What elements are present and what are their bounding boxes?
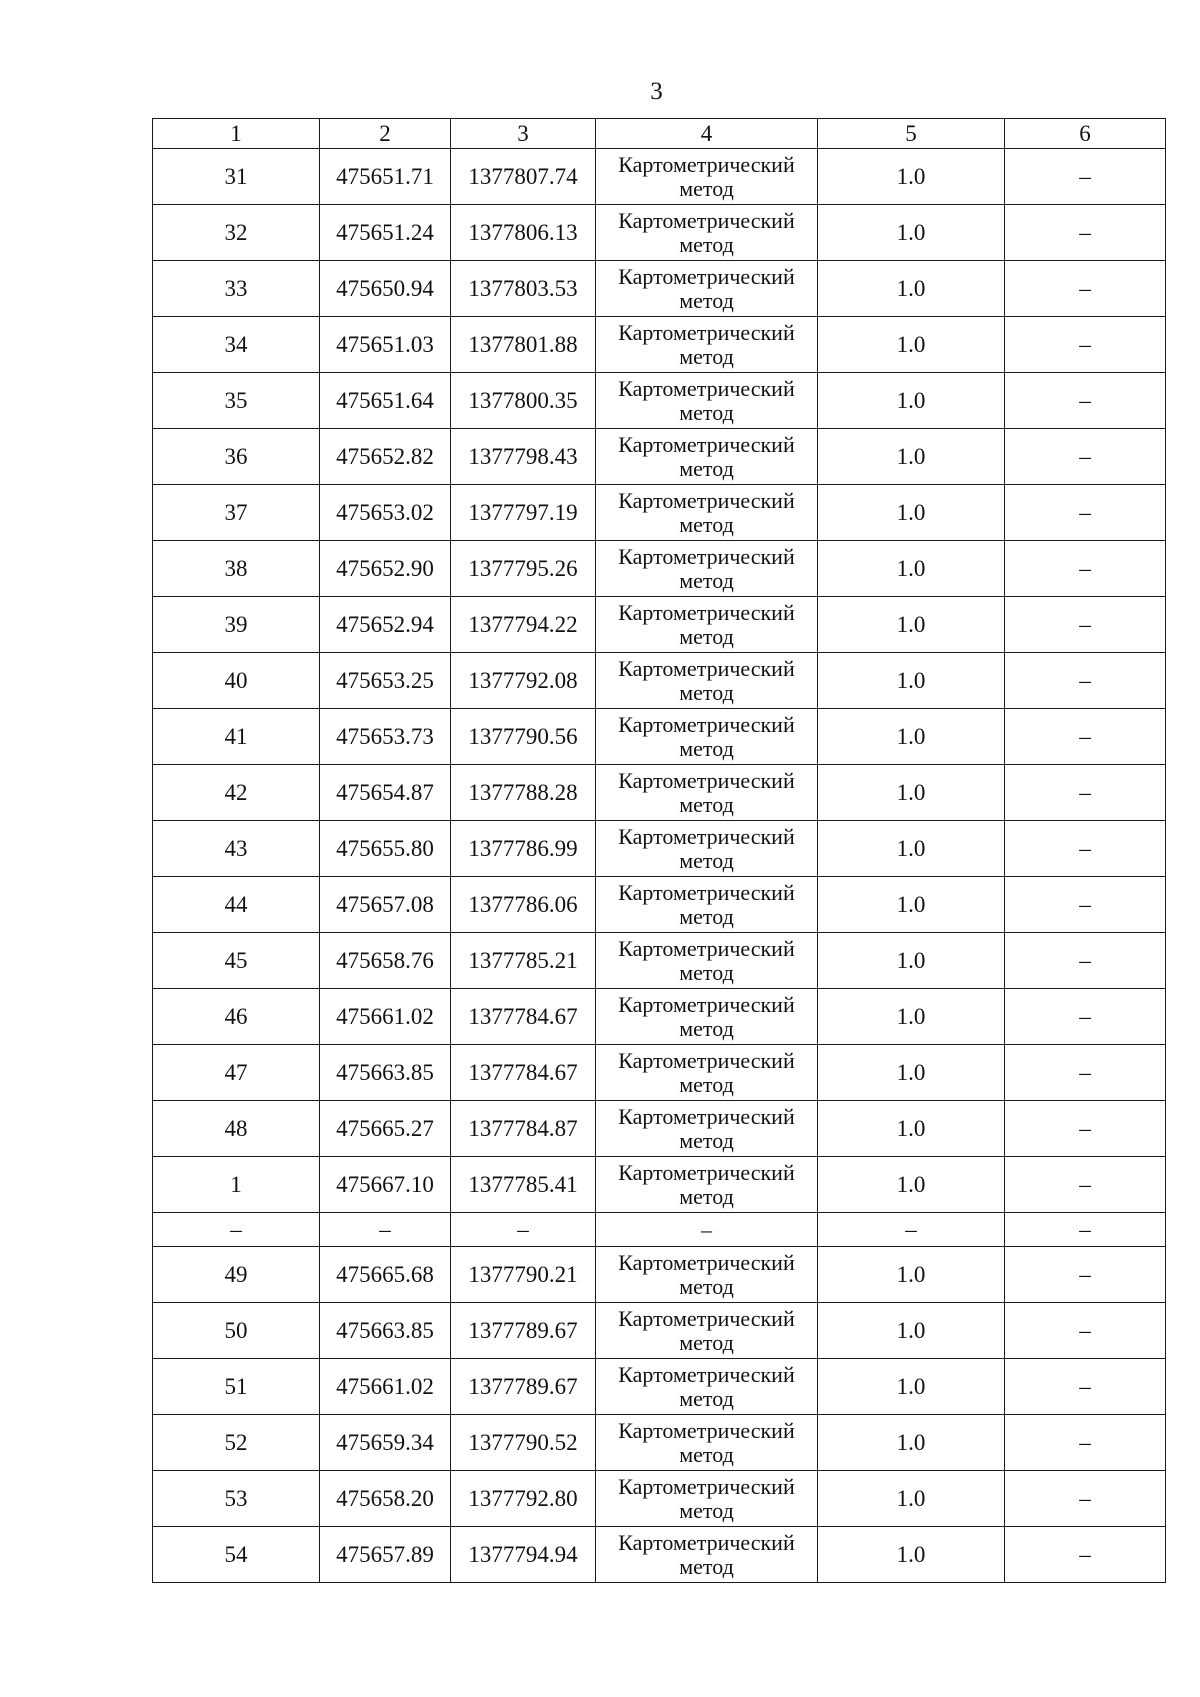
table-row	[153, 765, 1166, 821]
x-coordinate-cell: –	[320, 1213, 451, 1247]
method-cell	[596, 317, 818, 373]
method-cell	[596, 1101, 818, 1157]
point-number-cell: 54	[153, 1527, 320, 1583]
method-line-2: метод	[679, 343, 734, 369]
method-line-2: метод	[679, 623, 734, 649]
accuracy-cell: 1.0	[818, 653, 1005, 709]
point-number-cell: 40	[153, 653, 320, 709]
table-row	[153, 149, 1166, 205]
accuracy-cell: 1.0	[818, 1415, 1005, 1471]
y-coordinate-cell: 1377785.21	[451, 933, 596, 989]
point-number-cell: 37	[153, 485, 320, 541]
column-header: 6	[1005, 119, 1166, 149]
point-number-cell: 53	[153, 1471, 320, 1527]
description-cell: –	[1005, 709, 1166, 765]
method-line-2: метод	[679, 1127, 734, 1153]
x-coordinate-cell: 475652.90	[320, 541, 451, 597]
x-coordinate-cell: 475657.08	[320, 877, 451, 933]
table-row	[153, 821, 1166, 877]
table-row	[153, 1359, 1166, 1415]
method-line-2: метод	[679, 231, 734, 257]
description-cell: –	[1005, 1213, 1166, 1247]
method-line-2: метод	[679, 1497, 734, 1523]
table-row	[153, 205, 1166, 261]
description-cell: –	[1005, 765, 1166, 821]
y-coordinate-cell: 1377784.67	[451, 1045, 596, 1101]
point-number-cell: 33	[153, 261, 320, 317]
method-cell	[596, 261, 818, 317]
table-row	[153, 541, 1166, 597]
description-cell: –	[1005, 1415, 1166, 1471]
description-cell: –	[1005, 597, 1166, 653]
point-number-cell: 45	[153, 933, 320, 989]
table-row	[153, 373, 1166, 429]
description-cell: –	[1005, 149, 1166, 205]
point-number-cell: 47	[153, 1045, 320, 1101]
point-number-cell: 50	[153, 1303, 320, 1359]
method-cell	[596, 821, 818, 877]
description-cell: –	[1005, 933, 1166, 989]
method-line-1: Картометрический	[618, 431, 795, 457]
x-coordinate-cell: 475653.02	[320, 485, 451, 541]
point-number-cell: 31	[153, 149, 320, 205]
method-line-1: Картометрический	[618, 599, 795, 625]
x-coordinate-cell: 475651.71	[320, 149, 451, 205]
table-row	[153, 261, 1166, 317]
y-coordinate-cell: 1377801.88	[451, 317, 596, 373]
accuracy-cell: 1.0	[818, 149, 1005, 205]
method-line-1: Картометрический	[618, 1249, 795, 1275]
method-line-1: Картометрический	[618, 935, 795, 961]
description-cell: –	[1005, 989, 1166, 1045]
description-cell: –	[1005, 877, 1166, 933]
point-number-cell: 36	[153, 429, 320, 485]
method-line-1: Картометрический	[618, 375, 795, 401]
method-cell	[596, 933, 818, 989]
method-cell	[596, 597, 818, 653]
accuracy-cell: 1.0	[818, 429, 1005, 485]
description-cell: –	[1005, 429, 1166, 485]
accuracy-cell: 1.0	[818, 1303, 1005, 1359]
method-line-1: –	[701, 1216, 712, 1242]
point-number-cell: 49	[153, 1247, 320, 1303]
method-cell	[596, 1415, 818, 1471]
method-cell	[596, 989, 818, 1045]
method-cell	[596, 877, 818, 933]
point-number-cell: 39	[153, 597, 320, 653]
point-number-cell: 35	[153, 373, 320, 429]
y-coordinate-cell: 1377794.94	[451, 1527, 596, 1583]
method-cell	[596, 205, 818, 261]
x-coordinate-cell: 475665.68	[320, 1247, 451, 1303]
point-number-cell: 38	[153, 541, 320, 597]
y-coordinate-cell: 1377784.67	[451, 989, 596, 1045]
column-header: 5	[818, 119, 1005, 149]
y-coordinate-cell: 1377789.67	[451, 1359, 596, 1415]
separator-row	[153, 1213, 1166, 1247]
column-header: 1	[153, 119, 320, 149]
method-line-1: Картометрический	[618, 879, 795, 905]
table-row	[153, 1045, 1166, 1101]
x-coordinate-cell: 475663.85	[320, 1303, 451, 1359]
method-line-2: метод	[679, 567, 734, 593]
description-cell: –	[1005, 1157, 1166, 1213]
method-line-2: метод	[679, 1183, 734, 1209]
description-cell: –	[1005, 541, 1166, 597]
accuracy-cell: 1.0	[818, 989, 1005, 1045]
method-cell	[596, 373, 818, 429]
accuracy-cell: 1.0	[818, 1527, 1005, 1583]
method-line-1: Картометрический	[618, 1361, 795, 1387]
x-coordinate-cell: 475650.94	[320, 261, 451, 317]
table-row	[153, 485, 1166, 541]
table-body	[153, 149, 1166, 1583]
description-cell: –	[1005, 317, 1166, 373]
method-line-2: метод	[679, 399, 734, 425]
method-cell	[596, 1213, 818, 1247]
accuracy-cell: 1.0	[818, 933, 1005, 989]
x-coordinate-cell: 475663.85	[320, 1045, 451, 1101]
method-line-1: Картометрический	[618, 319, 795, 345]
table-row	[153, 597, 1166, 653]
method-line-1: Картометрический	[618, 1103, 795, 1129]
table-row	[153, 1527, 1166, 1583]
y-coordinate-cell: 1377786.99	[451, 821, 596, 877]
method-line-1: Картометрический	[618, 1305, 795, 1331]
column-header: 3	[451, 119, 596, 149]
method-cell	[596, 1527, 818, 1583]
x-coordinate-cell: 475661.02	[320, 989, 451, 1045]
table-row	[153, 317, 1166, 373]
x-coordinate-cell: 475653.25	[320, 653, 451, 709]
method-line-2: метод	[679, 959, 734, 985]
point-number-cell: 52	[153, 1415, 320, 1471]
table-row	[153, 1157, 1166, 1213]
method-cell	[596, 765, 818, 821]
x-coordinate-cell: 475651.24	[320, 205, 451, 261]
description-cell: –	[1005, 261, 1166, 317]
y-coordinate-cell: 1377792.80	[451, 1471, 596, 1527]
y-coordinate-cell: 1377807.74	[451, 149, 596, 205]
description-cell: –	[1005, 205, 1166, 261]
y-coordinate-cell: 1377790.52	[451, 1415, 596, 1471]
accuracy-cell: 1.0	[818, 821, 1005, 877]
table-row	[153, 1471, 1166, 1527]
method-line-1: Картометрический	[618, 823, 795, 849]
point-number-cell: 46	[153, 989, 320, 1045]
x-coordinate-cell: 475652.94	[320, 597, 451, 653]
table-row	[153, 709, 1166, 765]
method-cell	[596, 1157, 818, 1213]
table-row	[153, 877, 1166, 933]
method-line-2: метод	[679, 455, 734, 481]
method-line-2: метод	[679, 679, 734, 705]
method-cell	[596, 1303, 818, 1359]
method-line-2: метод	[679, 1071, 734, 1097]
method-line-1: Картометрический	[618, 991, 795, 1017]
y-coordinate-cell: 1377788.28	[451, 765, 596, 821]
accuracy-cell: 1.0	[818, 765, 1005, 821]
table-row	[153, 933, 1166, 989]
description-cell: –	[1005, 1045, 1166, 1101]
point-number-cell: 43	[153, 821, 320, 877]
y-coordinate-cell: 1377784.87	[451, 1101, 596, 1157]
method-cell	[596, 541, 818, 597]
method-line-2: метод	[679, 287, 734, 313]
y-coordinate-cell: 1377790.56	[451, 709, 596, 765]
accuracy-cell: 1.0	[818, 541, 1005, 597]
x-coordinate-cell: 475655.80	[320, 821, 451, 877]
y-coordinate-cell: 1377786.06	[451, 877, 596, 933]
x-coordinate-cell: 475659.34	[320, 1415, 451, 1471]
column-header: 2	[320, 119, 451, 149]
description-cell: –	[1005, 485, 1166, 541]
point-number-cell: 51	[153, 1359, 320, 1415]
method-line-2: метод	[679, 735, 734, 761]
accuracy-cell: 1.0	[818, 1157, 1005, 1213]
description-cell: –	[1005, 1303, 1166, 1359]
method-line-1: Картометрический	[618, 1473, 795, 1499]
accuracy-cell: 1.0	[818, 1101, 1005, 1157]
method-cell	[596, 149, 818, 205]
point-number-cell: 42	[153, 765, 320, 821]
point-number-cell: –	[153, 1213, 320, 1247]
method-line-1: Картометрический	[618, 263, 795, 289]
page-number: 3	[650, 78, 663, 105]
method-line-2: метод	[679, 903, 734, 929]
table-row	[153, 989, 1166, 1045]
method-line-2: метод	[679, 1273, 734, 1299]
point-number-cell: 44	[153, 877, 320, 933]
accuracy-cell: 1.0	[818, 205, 1005, 261]
description-cell: –	[1005, 653, 1166, 709]
method-line-1: Картометрический	[618, 1529, 795, 1555]
accuracy-cell: 1.0	[818, 485, 1005, 541]
method-line-1: Картометрический	[618, 655, 795, 681]
description-cell: –	[1005, 1471, 1166, 1527]
method-line-1: Картометрический	[618, 1417, 795, 1443]
description-cell: –	[1005, 373, 1166, 429]
method-line-1: Картометрический	[618, 1159, 795, 1185]
y-coordinate-cell: 1377785.41	[451, 1157, 596, 1213]
point-number-cell: 34	[153, 317, 320, 373]
point-number-cell: 1	[153, 1157, 320, 1213]
method-cell	[596, 1247, 818, 1303]
method-line-2: метод	[679, 175, 734, 201]
accuracy-cell: 1.0	[818, 1247, 1005, 1303]
y-coordinate-cell: 1377792.08	[451, 653, 596, 709]
method-line-1: Картометрический	[618, 711, 795, 737]
x-coordinate-cell: 475661.02	[320, 1359, 451, 1415]
y-coordinate-cell: 1377798.43	[451, 429, 596, 485]
method-line-2: метод	[679, 1553, 734, 1579]
method-line-1: Картометрический	[618, 543, 795, 569]
coordinates-table	[152, 118, 1166, 1583]
x-coordinate-cell: 475652.82	[320, 429, 451, 485]
point-number-cell: 48	[153, 1101, 320, 1157]
point-number-cell: 32	[153, 205, 320, 261]
method-line-1: Картометрический	[618, 207, 795, 233]
method-line-2: метод	[679, 1385, 734, 1411]
method-cell	[596, 1359, 818, 1415]
table-row	[153, 429, 1166, 485]
y-coordinate-cell: 1377797.19	[451, 485, 596, 541]
point-number-cell: 41	[153, 709, 320, 765]
y-coordinate-cell: 1377806.13	[451, 205, 596, 261]
header-row	[153, 119, 1166, 149]
method-cell	[596, 653, 818, 709]
method-line-2: метод	[679, 1329, 734, 1355]
table-row	[153, 1247, 1166, 1303]
accuracy-cell: 1.0	[818, 1471, 1005, 1527]
accuracy-cell: 1.0	[818, 1359, 1005, 1415]
accuracy-cell: 1.0	[818, 709, 1005, 765]
method-line-2: метод	[679, 847, 734, 873]
accuracy-cell: 1.0	[818, 1045, 1005, 1101]
description-cell: –	[1005, 821, 1166, 877]
x-coordinate-cell: 475657.89	[320, 1527, 451, 1583]
description-cell: –	[1005, 1527, 1166, 1583]
method-cell	[596, 429, 818, 485]
y-coordinate-cell: 1377795.26	[451, 541, 596, 597]
accuracy-cell: 1.0	[818, 261, 1005, 317]
y-coordinate-cell: 1377794.22	[451, 597, 596, 653]
table-row	[153, 653, 1166, 709]
y-coordinate-cell: 1377790.21	[451, 1247, 596, 1303]
accuracy-cell: 1.0	[818, 877, 1005, 933]
accuracy-cell: –	[818, 1213, 1005, 1247]
table-row	[153, 1303, 1166, 1359]
method-line-2: метод	[679, 791, 734, 817]
table-row	[153, 1415, 1166, 1471]
method-cell	[596, 1045, 818, 1101]
x-coordinate-cell: 475667.10	[320, 1157, 451, 1213]
accuracy-cell: 1.0	[818, 317, 1005, 373]
x-coordinate-cell: 475654.87	[320, 765, 451, 821]
method-cell	[596, 485, 818, 541]
description-cell: –	[1005, 1359, 1166, 1415]
accuracy-cell: 1.0	[818, 597, 1005, 653]
y-coordinate-cell: 1377789.67	[451, 1303, 596, 1359]
accuracy-cell: 1.0	[818, 373, 1005, 429]
method-cell	[596, 709, 818, 765]
description-cell: –	[1005, 1101, 1166, 1157]
method-line-1: Картометрический	[618, 1047, 795, 1073]
method-line-2: метод	[679, 1441, 734, 1467]
column-header: 4	[596, 119, 818, 149]
y-coordinate-cell: 1377803.53	[451, 261, 596, 317]
y-coordinate-cell: –	[451, 1213, 596, 1247]
description-cell: –	[1005, 1247, 1166, 1303]
x-coordinate-cell: 475665.27	[320, 1101, 451, 1157]
method-line-1: Картометрический	[618, 767, 795, 793]
x-coordinate-cell: 475658.20	[320, 1471, 451, 1527]
x-coordinate-cell: 475651.64	[320, 373, 451, 429]
method-line-1: Картометрический	[618, 151, 795, 177]
method-cell	[596, 1471, 818, 1527]
x-coordinate-cell: 475651.03	[320, 317, 451, 373]
table-row	[153, 1101, 1166, 1157]
method-line-1: Картометрический	[618, 487, 795, 513]
x-coordinate-cell: 475658.76	[320, 933, 451, 989]
y-coordinate-cell: 1377800.35	[451, 373, 596, 429]
method-line-2: метод	[679, 1015, 734, 1041]
x-coordinate-cell: 475653.73	[320, 709, 451, 765]
method-line-2: метод	[679, 511, 734, 537]
